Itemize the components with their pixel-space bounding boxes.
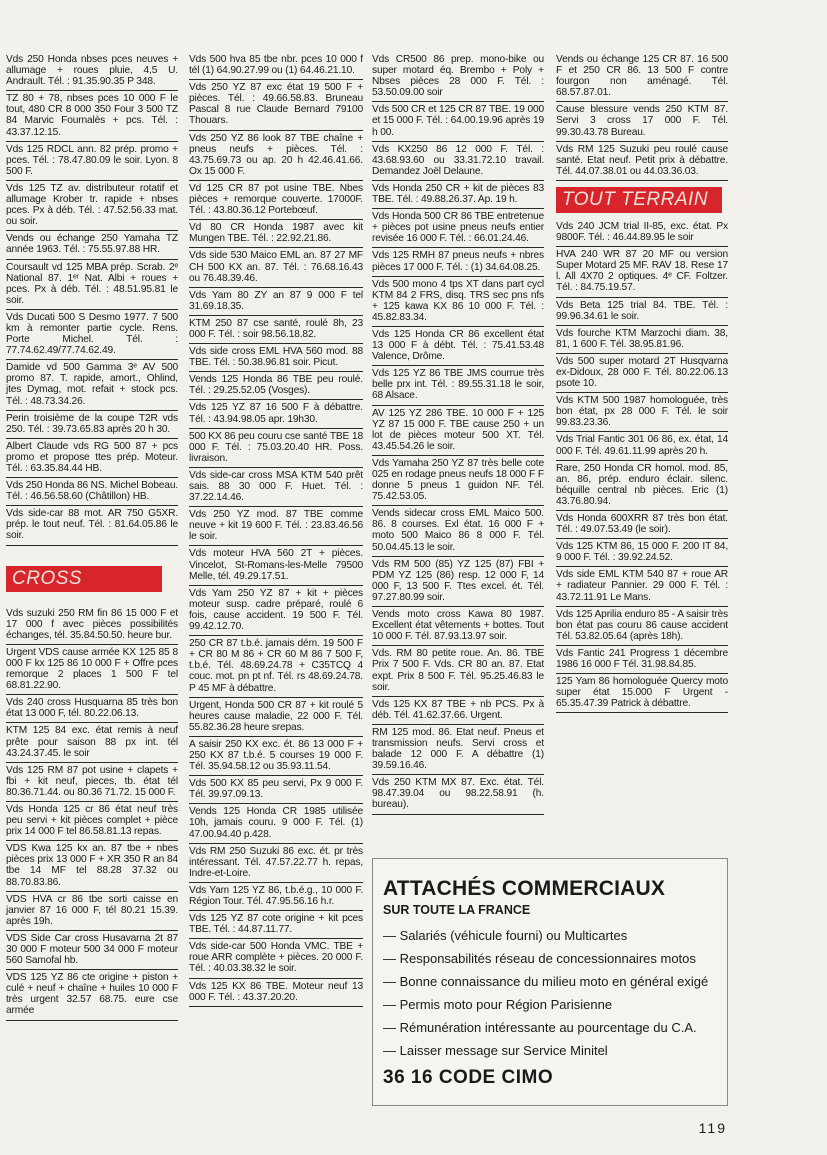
classified-ad: Vends 125 Honda CR 1985 utilisée 10h, jamais couru. 9 000 F. Tél. (1) 47.00.94.40 p.428. — [189, 804, 363, 843]
classified-ad: Vds 125 Aprilia enduro 85 - A saisir très bon état pas couru 86 cause accident Tél. 53.82.05.64 (après 18h). — [556, 607, 728, 646]
classified-ad: HVA 240 WR 87 20 MF ou version Super Motard 25 MF. RAV 18. Rese 17 l. All 4X70 2 optiques. 4ᵉ CF. Foltzer. Tél. : 84.75.19.57. — [556, 247, 728, 297]
ad-group-route-1 — [6, 52, 178, 546]
classified-ad: Vds 125 RM 87 pot usine + clapets + fbi + kit neuf, pieces, tb. état tél 80.36.71.44. ou 80.36 71.72. 15 000 F. — [6, 763, 178, 802]
classified-ad: Damide vd 500 Gamma 3ᵉ AV 500 promo 87. T. rapide, amort., Ohlind, jtes Dymag, mot. refait + stock pcs. Tél. : 48.73.34.26. — [6, 360, 178, 410]
classified-ad: Vds. RM 80 petite roue. An. 86. TBE Prix 7 500 F. Vds. CR 80 an. 87. Etat expt. Prix 8 500 F. Tél. 95.25.46.83 le soir. — [372, 646, 544, 696]
classified-ad: Vds 125 KX 87 TBE + nb PCS. Px à déb. Tél. 41.62.37.66. Urgent. — [372, 697, 544, 725]
classified-ad: Vds CR500 86 prep. mono-bike ou super motard éq. Brembo + Poly + Nbses pièces 28 000 F. Tél. : 53.50.09.00 soir — [372, 52, 544, 102]
classified-ad: Vends moto cross Kawa 80 1987. Excellent état vêtements + bottes. Tout 10 000 F. Tél. 87.93.13.97 soir. — [372, 607, 544, 646]
classified-ad: Vds 240 JCM trial II-85, exc. état. Px 9800F. Tél. : 46.44.89.95 le soir — [556, 219, 728, 247]
section-header-cross: CROSS — [6, 566, 162, 592]
classified-ad: Vds suzuki 250 RM fin 86 15 000 F et 17 000 f avec pièces possibilités échanges, tél. 35.84.50.50. heure bur. — [6, 606, 178, 645]
classified-ad: Vds 125 KX 86 TBE. Moteur neuf 13 000 F. Tél. : 43.37.20.20. — [189, 979, 363, 1007]
classifieds-column-1 — [6, 52, 178, 1021]
classified-ad: Vds Yam 250 YZ 87 + kit + pièces moteur susp. cadre préparé, roulé 6 fois, cause accident. 19 500 F. Tél. 99.42.12.70. — [189, 586, 363, 636]
job-offer-item: — Laisser message sur Service Minitel — [383, 1043, 608, 1058]
ad-group-cross-2 — [189, 52, 363, 1007]
ad-group-tout-terrain — [556, 219, 728, 713]
classified-ad: Vds Trial Fantic 301 06 86, ex. état, 14 000 F. Tél. 49.61.11.99 après 20 h. — [556, 432, 728, 460]
page-number: 119 — [698, 1120, 727, 1136]
classified-ad: Vd 80 CR Honda 1987 avec kit Mungen TBE. Tél. : 22.92.21.86. — [189, 220, 363, 248]
job-offer-subtitle: SUR TOUTE LA FRANCE — [383, 903, 531, 917]
classified-ad: Vds side 530 Maico EML an. 87 27 MF CH 500 KX an. 87. Tél. : 76.68.16.43 ou 76.48.39.46. — [189, 248, 363, 287]
classified-ad: Urgent, Honda 500 CR 87 + kit roulé 5 heures cause maladie, 22 000 F. Tél. 55.82.36.28 heure srepas. — [189, 698, 363, 737]
classified-ad: Vds 125 YZ 86 TBE JMS courrue très belle prx int. Tél. : 89.55.31.18 le soir, 68 Alsace. — [372, 366, 544, 405]
classified-ad: TZ 80 + 78, nbses pces 10 000 F le tout, 480 CR 8 000 350 Four 3 500 TZ 84 Marvic Fournalès + pcs. Tél. : 43.37.12.15. — [6, 91, 178, 141]
classified-ad: Vds side EML KTM 540 87 + roue AR + radiateur Pannier. 29 000 F. Tél. : 43.72.11.91 Le Mans. — [556, 567, 728, 606]
classifieds-column-3 — [372, 52, 544, 815]
classified-ad: Perin troisième de la coupe T2R vds 250. Tél. : 39.73.65.83 après 20 h 30. — [6, 411, 178, 439]
classified-ad: Vds moteur HVA 560 2T + pièces. Vincelot, St-Romans-les-Melle 79500 Melle, tél. 49.29.17.51. — [189, 546, 363, 585]
classified-ad: Vds RM 500 (85) YZ 125 (87) FBI + PDM YZ 125 (86) resp. 12 000 F, 14 000 F, 13 500 F. Ttes excel. ét. Tél. 97.27.80.99 soir. — [372, 557, 544, 607]
classified-ad: Cause blessure vends 250 KTM 87. Servi 3 cross 17 000 F. Tél. 99.30.43.78 Bureau. — [556, 102, 728, 141]
classified-ad: Vds 125 YZ 87 16 500 F à débattre. Tél. : 43.94.98.05 apr. 19h30. — [189, 400, 363, 428]
classified-ad: Vds KTM 500 1987 homologuée, très bon état, px 28 000 F. Tél. le soir 99.83.23.36. — [556, 393, 728, 432]
classified-ad: 500 KX 86 peu couru cse santé TBE 18 000 F. Tél. : 75.03.20.40 HR. Poss. livraison. — [189, 429, 363, 468]
classified-ad: Vds Honda 250 CR + kit de pièces 83 TBE. Tél. : 49.88.26.37. Ap. 19 h. — [372, 181, 544, 209]
classified-ad: Vds 125 Honda CR 86 excellent état 13 000 F à débt. Tél. : 75.41.53.48 Valence, Drôme. — [372, 327, 544, 366]
classified-ad: Vds 125 RDCL ann. 82 prép. promo + pces. Tél. : 78.47.80.09 le soir. Lyon. 8 500 F. — [6, 142, 178, 181]
classified-ad: Vds side cross EML HVA 560 mod. 88 TBE. Tél. : 50.38.96.81 soir. Picut. — [189, 344, 363, 372]
classified-ad: Vends ou échange 250 Yamaha TZ année 1963. Tél. : 75.55.97.88 HR. — [6, 231, 178, 259]
classified-ad: Vds KX250 86 12 000 F. Tél. : 43.68.93.60 ou 33.31.72.10 travail. Demandez Joël Delaune. — [372, 142, 544, 181]
classified-ad: Vds Yam 125 YZ 86, t.b.é.g., 10 000 F. Région Tour. Tél. 47.95.56.16 h.r. — [189, 883, 363, 911]
classified-ad: Vds 500 CR et 125 CR 87 TBE. 19 000 et 15 000 F. Tél. : 64.00.19.96 après 19 h 00. — [372, 102, 544, 141]
classified-ad: Vds 240 cross Husquarna 85 très bon état 13 000 F, tél. 80.22.06.13. — [6, 695, 178, 723]
classified-ad: KTM 125 84 exc. état remis à neuf prête pour saison 88 px int. tél 43.24.37.45. le soir — [6, 723, 178, 762]
classified-ad: KTM 250 87 cse santé, roulé 8h, 23 000 F. Tél. : soir 98.56.18.82. — [189, 316, 363, 344]
classified-ad: Vds 125 RMH 87 pneus neufs + nbres pièces 17 000 F. Tél. : (1) 34.64.08.25. — [372, 248, 544, 276]
classified-ad: Vds fourche KTM Marzochi diam. 38, 81, 1 600 F. Tél. 38.95.81.96. — [556, 326, 728, 354]
classified-ad: Vds 250 Honda nbses pces neuves + allumage + roues pluie, 4,5 U. Andrault. Tél. : 91.35.90.35 P 348. — [6, 52, 178, 91]
classified-ad: Vds Ducati 500 S Desmo 1977. 7 500 km à remonter partie cycle. Rens. Porte Michel. Tél. : 77.74.62.49/77.74.62.49. — [6, 310, 178, 360]
ad-group-cross-1 — [6, 606, 178, 1021]
classified-ad: 125 Yam 86 homologuée Quercy moto super état 15.000 F Urgent - 65.35.47.39 Patrick à débattre. — [556, 674, 728, 713]
classified-ad: Vends ou échange 125 CR 87. 16 500 F et 250 CR 86. 13 500 F contre fourgon non aménagé. Tél. 68.57.87.01. — [556, 52, 728, 102]
classified-ad: VDS Kwa 125 kx an. 87 tbe + nbes pièces prix 13 000 F + XR 350 R an 84 tbe 14 MF tel 88.28 37.32 ou 88.70.83.86. — [6, 841, 178, 891]
classified-ad: Vd 125 CR 87 pot usine TBE. Nbes pièces + remorque couverte. 17000F. Tél. : 43.80.36.12 Portebœuf. — [189, 181, 363, 220]
classifieds-column-2 — [189, 52, 363, 1007]
classified-ad: Vds 125 YZ 87 cote origine + kit pces TBE. Tél. : 44.87.11.77. — [189, 911, 363, 939]
classified-ad: Vds 250 KTM MX 87. Exc. état. Tél. 98.47.39.04 ou 98.22.58.91 (h. bureau). — [372, 775, 544, 814]
classified-ad: Vds 500 mono 4 tps XT dans part cycl KTM 84 2 FRS, disq. TRS sec pns nfs + 125 kawa KX 86 10 000 F. Tél. : 45.82.83.34. — [372, 277, 544, 327]
classified-ad: AV 125 YZ 286 TBE. 10 000 F + 125 YZ 87 15 000 F. TBE cause 250 + un lot de pièces moteur 500 XT. Tél. 43.45.54.26 le soir. — [372, 406, 544, 456]
section-header-tout-terrain: TOUT TERRAIN — [556, 187, 722, 213]
classified-ad: Vds RM 125 Suzuki peu roulé cause santé. Etat neuf. Petit prix à débattre. Tél. 44.07.38.01 ou 44.03.36.03. — [556, 142, 728, 181]
job-offer-item: — Permis moto pour Région Parisienne — [383, 997, 613, 1012]
classified-ad: Vds side-car 88 mot. AR 750 G5XR. prép. le tout neuf. Tél. : 81.64.05.86 le soir. — [6, 506, 178, 545]
classified-ad: Vends 125 Honda 86 TBE peu roulé. Tél. : 29.25.52.05 (Vosges). — [189, 372, 363, 400]
classified-ad: Vds 500 hva 85 tbe nbr. pces 10 000 f tél (1) 64.90.27.99 ou (1) 64.46.21.10. — [189, 52, 363, 80]
classified-ad: Vds Beta 125 trial 84. TBE. Tél. : 99.96.34.61 le soir. — [556, 298, 728, 326]
classified-ad: 250 CR 87 t.b.é. jamais dém. 19 500 F + CR 80 M 86 + CR 60 M 86 7 500 F, t.b.é. Tél. 48.69.24.78 + C35TCQ 4 couc. mot. pn pt nf. Tél. rs 48.69.24.78. P 45 MF à débattre. — [189, 636, 363, 697]
classified-ad: Vds 125 TZ av. distributeur rotatif et allumage Krober tr. rapide + nbses pces. Px à déb. Tél. : 47.52.56.33 mat. ou soir. — [6, 181, 178, 231]
job-offer-item: — Salariés (véhicule fourni) ou Multicartes — [383, 928, 628, 943]
classified-ad: Vds Yamaha 250 YZ 87 très belle cote 025 en rodage pneus neufs 18 000 F F donne 5 pneus 1 guidon NF. Tél. 75.42.53.05. — [372, 456, 544, 506]
classified-ad: VDS 125 YZ 86 cte origine + piston + culé + neuf + chaîne + huiles 10 000 F très urgent 32.57 68.75. eure cse armée — [6, 970, 178, 1020]
classified-ad: Vds side-car cross MSA KTM 540 prêt sais. 88 30 000 F. Huet. Tél. : 37.22.14.46. — [189, 468, 363, 507]
classified-ad: Vds Honda 600XRR 87 très bon état. Tél. : 49.07.53.49 (le soir). — [556, 511, 728, 539]
classified-ad: Vds Fantic 241 Progress 1 décembre 1986 16 000 F Tél. 31.98.84.85. — [556, 646, 728, 674]
classifieds-column-4 — [556, 52, 728, 713]
classified-ad: Vds 250 YZ 86 look 87 TBE chaîne + pneus neufs + pièces. Tél. : 43.75.69.73 ou ap. 20 h 42.46.41.66. Ox 15 000 F. — [189, 131, 363, 181]
classified-ad: VDS HVA cr 86 tbe sorti caisse en janvier 87 16 000 F, tél 80.21 15.39. après 19h. — [6, 892, 178, 931]
classified-ad: RM 125 mod. 86. Etat neuf. Pneus et transmission neufs. Servi cross et balade 12 000 F. A débattre (1) 39.59.16.46. — [372, 725, 544, 775]
ad-group-cross-4 — [556, 52, 728, 181]
classified-ad: Vds 250 YZ mod. 87 TBE comme neuve + kit 19 600 F. Tél. : 23.83.46.56 le soir. — [189, 507, 363, 546]
classified-ad: Vds 250 Honda 86 NS. Michel Bobeau. Tél. : 46.56.58.60 (Châtillon) HB. — [6, 478, 178, 506]
classified-ad: Vds Honda 125 cr 86 état neuf très peu servi + kit pièces complet + pièce prix 14 000 F tel 86.58.81.13 repas. — [6, 802, 178, 841]
job-offer-item: — Bonne connaissance du milieu moto en général exigé — [383, 974, 709, 989]
classified-ad: Vds 500 super motard 2T Husqvarna ex-Didoux, 28 000 F. Tél. 80.22.06.13 psote 10. — [556, 354, 728, 393]
job-offer-box — [372, 858, 728, 1106]
classified-ad: Vds side-car 500 Honda VMC. TBE + roue ARR complète + pièces. 20 000 F. Tél. : 40.03.38.32 le soir. — [189, 939, 363, 978]
classified-ad: Rare, 250 Honda CR homol. mod. 85, an. 86, prép. enduro éclair. silenc. béquille central nb pièces. Eric (1) 43.76.80.94. — [556, 461, 728, 511]
minitel-code: 36 16 CODE CIMO — [383, 1067, 554, 1088]
classified-ad: Vds Honda 500 CR 86 TBE entretenue + pièces pot usine pneus neufs entier revisée 16 000 F. Tél. : 66.01.24.46. — [372, 209, 544, 248]
job-offer-title: ATTACHÉS COMMERCIAUX — [383, 877, 666, 900]
classified-ad: A saisir 250 KX exc. ét. 86 13 000 F + 250 KX 87 t.b.é. 5 courses 19 000 F. Tél. 35.94.58.12 ou 35.93.11.54. — [189, 737, 363, 776]
classified-ad: Albert Claude vds RG 500 87 + pcs promo et propose ttes prép. Moteur. Tél. : 63.35.84.44 HB. — [6, 439, 178, 478]
classified-ad: Vends sidecar cross EML Maico 500. 86. 8 courses. Exl état. 16 000 F + moto 500 Maico 86 8 000 F. Tél. 50.04.45.13 le soir. — [372, 506, 544, 556]
classified-ad: Urgent VDS cause armée KX 125 85 8 000 F kx 125 86 10 000 F + Offre pces remorque 2 places 1 500 F tel 68.81.22.90. — [6, 645, 178, 695]
classified-ad: VDS Side Car cross Husavarna 2t 87 30 000 F moteur 500 34 000 F moteur 560 Samofal hb. — [6, 931, 178, 970]
job-offer-item: — Responsabilités réseau de concessionnaires motos — [383, 951, 696, 966]
job-offer-item: — Rémunération intéressante au pourcentage du C.A. — [383, 1020, 697, 1035]
classified-ad: Coursault vd 125 MBA prép. Scrab. 2ᵉ National 87. 1ᵉʳ Nat. Albi + roues + pces. Px à déb. Tél. : 48.51.95.81 le soir. — [6, 260, 178, 310]
classified-ad: Vds Yam 80 ZY an 87 9 000 F tel 31.69.18.35. — [189, 288, 363, 316]
classified-ad: Vds 250 YZ 87 exc état 19 500 F + pièces. Tél. : 49.66.58.83. Bruneau Pascal 8 rue Claude Bernard 79100 Thouars. — [189, 80, 363, 130]
classified-ad: Vds RM 250 Suzuki 86 exc. ét. pr très intéressant. Tél. 47.57.22.77 h. repas, Indre-et-Loire. — [189, 844, 363, 883]
ad-group-cross-3 — [372, 52, 544, 815]
classified-ad: Vds 500 KX 85 peu servi, Px 9 000 F. Tél. 39.97.09.13. — [189, 776, 363, 804]
classified-ad: Vds 125 KTM 86, 15 000 F. 200 IT 84, 9 000 F. Tél. : 39.92.24.52. — [556, 539, 728, 567]
